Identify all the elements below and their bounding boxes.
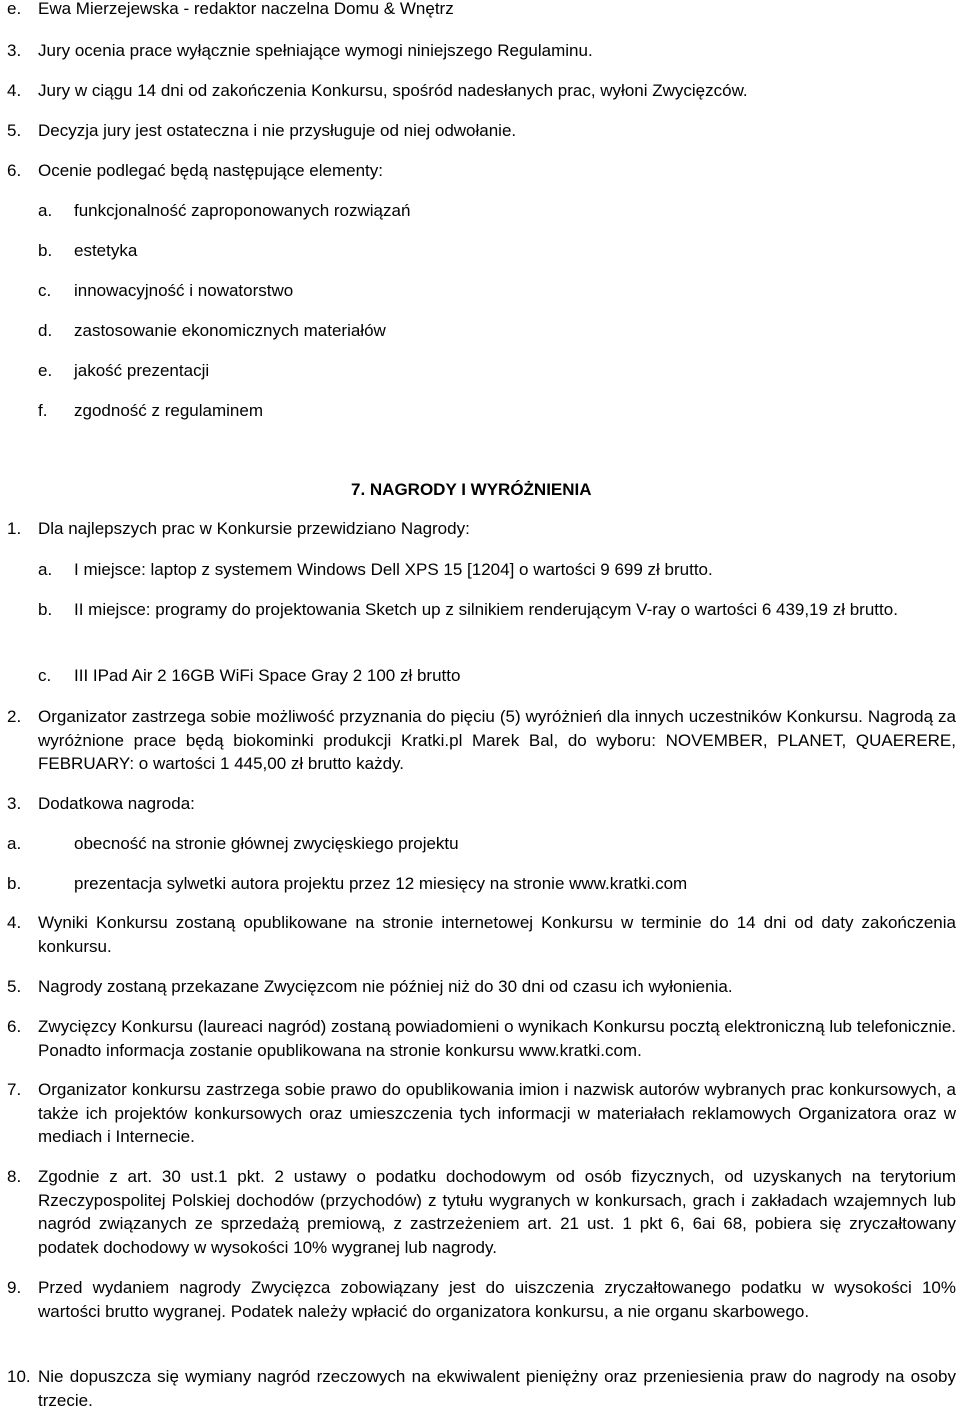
list-text: zastosowanie ekonomicznych materiałów: [74, 321, 386, 340]
list-marker: d.: [38, 321, 53, 340]
list-marker: 3.: [7, 794, 22, 813]
list-marker: 8.: [7, 1167, 22, 1186]
list-marker: 5.: [7, 121, 22, 140]
list-marker: 3.: [7, 41, 22, 60]
list-marker: 2.: [7, 707, 22, 726]
list-text: Przed wydaniem nagrody Zwycięzca zobowiązany jest do uiszczenia zryczałtowanego podatku w wysokości 10% wartości brutto wygranej. Podatek należy wpłacić do organizatora konkursu, a nie organu skarbowego.: [38, 1278, 956, 1321]
list-text: Jury w ciągu 14 dni od zakończenia Konkursu, spośród nadesłanych prac, wyłoni Zwycięzców.: [38, 81, 748, 100]
list-marker: a.: [7, 834, 22, 853]
list-marker: f.: [38, 401, 48, 420]
list-marker: 6.: [7, 1017, 22, 1036]
list-text: Nie dopuszcza się wymiany nagród rzeczowych na ekwiwalent pieniężny oraz przeniesienia praw do nagrody na osoby trzecie.: [38, 1367, 956, 1410]
list-marker: 10.: [7, 1367, 31, 1386]
list-marker: 7.: [7, 1080, 22, 1099]
list-marker: 4.: [7, 81, 22, 100]
list-text: Ewa Mierzejewska - redaktor naczelna Domu & Wnętrz: [38, 0, 454, 18]
list-text: zgodność z regulaminem: [74, 401, 263, 420]
list-text: obecność na stronie głównej zwycięskiego projektu: [74, 834, 459, 853]
list-marker: 4.: [7, 913, 22, 932]
list-text: Organizator zastrzega sobie możliwość przyznania do pięciu (5) wyróżnień dla innych uczestników Konkursu. Nagrodą za wyróżnione prace będą biokominki produkcji Kratki.pl Marek Bal, do wyboru: NOVEMBER, PLANET, QUAERERE, FEBRUARY: o wartości 1 445,00 zł brutto każdy.: [38, 707, 956, 773]
list-text: Ocenie podlegać będą następujące elementy:: [38, 161, 383, 180]
list-marker: 1.: [7, 519, 22, 538]
list-text: Wyniki Konkursu zostaną opublikowane na stronie internetowej Konkursu w terminie do 14 dni od daty zakończenia konkursu.: [38, 913, 956, 956]
list-text: I miejsce: laptop z systemem Windows Dell XPS 15 [1204] o wartości 9 699 zł brutto.: [74, 560, 713, 579]
list-marker: e.: [38, 361, 53, 380]
list-text: Jury ocenia prace wyłącznie spełniające wymogi niniejszego Regulaminu.: [38, 41, 593, 60]
list-marker: c.: [38, 666, 52, 685]
section-heading: 7. NAGRODY I WYRÓŻNIENIA: [351, 480, 592, 499]
list-text: Dla najlepszych prac w Konkursie przewidziano Nagrody:: [38, 519, 470, 538]
list-marker: 6.: [7, 161, 22, 180]
list-text: Dodatkowa nagroda:: [38, 794, 195, 813]
list-text: Organizator konkursu zastrzega sobie prawo do opublikowania imion i nazwisk autorów wybranych prac konkursowych, a także ich projektów konkursowych oraz umieszczenia tych informacji w materiałach reklamowych Organizatora oraz w mediach i Internecie.: [38, 1080, 956, 1146]
list-marker: e.: [7, 0, 22, 18]
list-text: III IPad Air 2 16GB WiFi Space Gray 2 100 zł brutto: [74, 666, 461, 685]
list-text: funkcjonalność zaproponowanych rozwiązań: [74, 201, 411, 220]
list-text: Decyzja jury jest ostateczna i nie przysługuje od niej odwołanie.: [38, 121, 517, 140]
list-text: innowacyjność i nowatorstwo: [74, 281, 294, 300]
list-marker: b.: [7, 874, 22, 893]
list-text: II miejsce: programy do projektowania Sketch up z silnikiem renderującym V-ray o wartości 6 439,19 zł brutto.: [74, 600, 898, 619]
list-marker: a.: [38, 201, 53, 220]
list-marker: 9.: [7, 1278, 22, 1297]
list-marker: 5.: [7, 977, 22, 996]
list-text: Zwycięzcy Konkursu (laureaci nagród) zostaną powiadomieni o wynikach Konkursu pocztą elektroniczną lub telefonicznie. Ponadto informacja zostanie opublikowana na stronie konkursu www.kratki.com.: [38, 1017, 956, 1060]
list-marker: b.: [38, 241, 53, 260]
list-marker: a.: [38, 560, 53, 579]
list-text: jakość prezentacji: [74, 361, 210, 380]
list-text: prezentacja sylwetki autora projektu przez 12 miesięcy na stronie www.kratki.com: [74, 874, 688, 893]
list-text: Zgodnie z art. 30 ust.1 pkt. 2 ustawy o podatku dochodowym od osób fizycznych, od uzyskanych na terytorium Rzeczypospolitej Polskiej dochodów (przychodów) z tytułu wygranych w konkursach, grach i zakładach wzajemnych lub nagród związanych ze sprzedażą premiową, z zastrzeżeniem art. 21 ust. 1 pkt 6, 6ai 68, pobiera się zryczałtowany podatek dochodowy w wysokości 10% wygranej lub nagrody.: [38, 1167, 956, 1257]
list-marker: b.: [38, 600, 53, 619]
list-text: Nagrody zostaną przekazane Zwycięzcom nie później niż do 30 dni od czasu ich wyłonienia.: [38, 977, 733, 996]
list-marker: c.: [38, 281, 52, 300]
list-text: estetyka: [74, 241, 138, 260]
